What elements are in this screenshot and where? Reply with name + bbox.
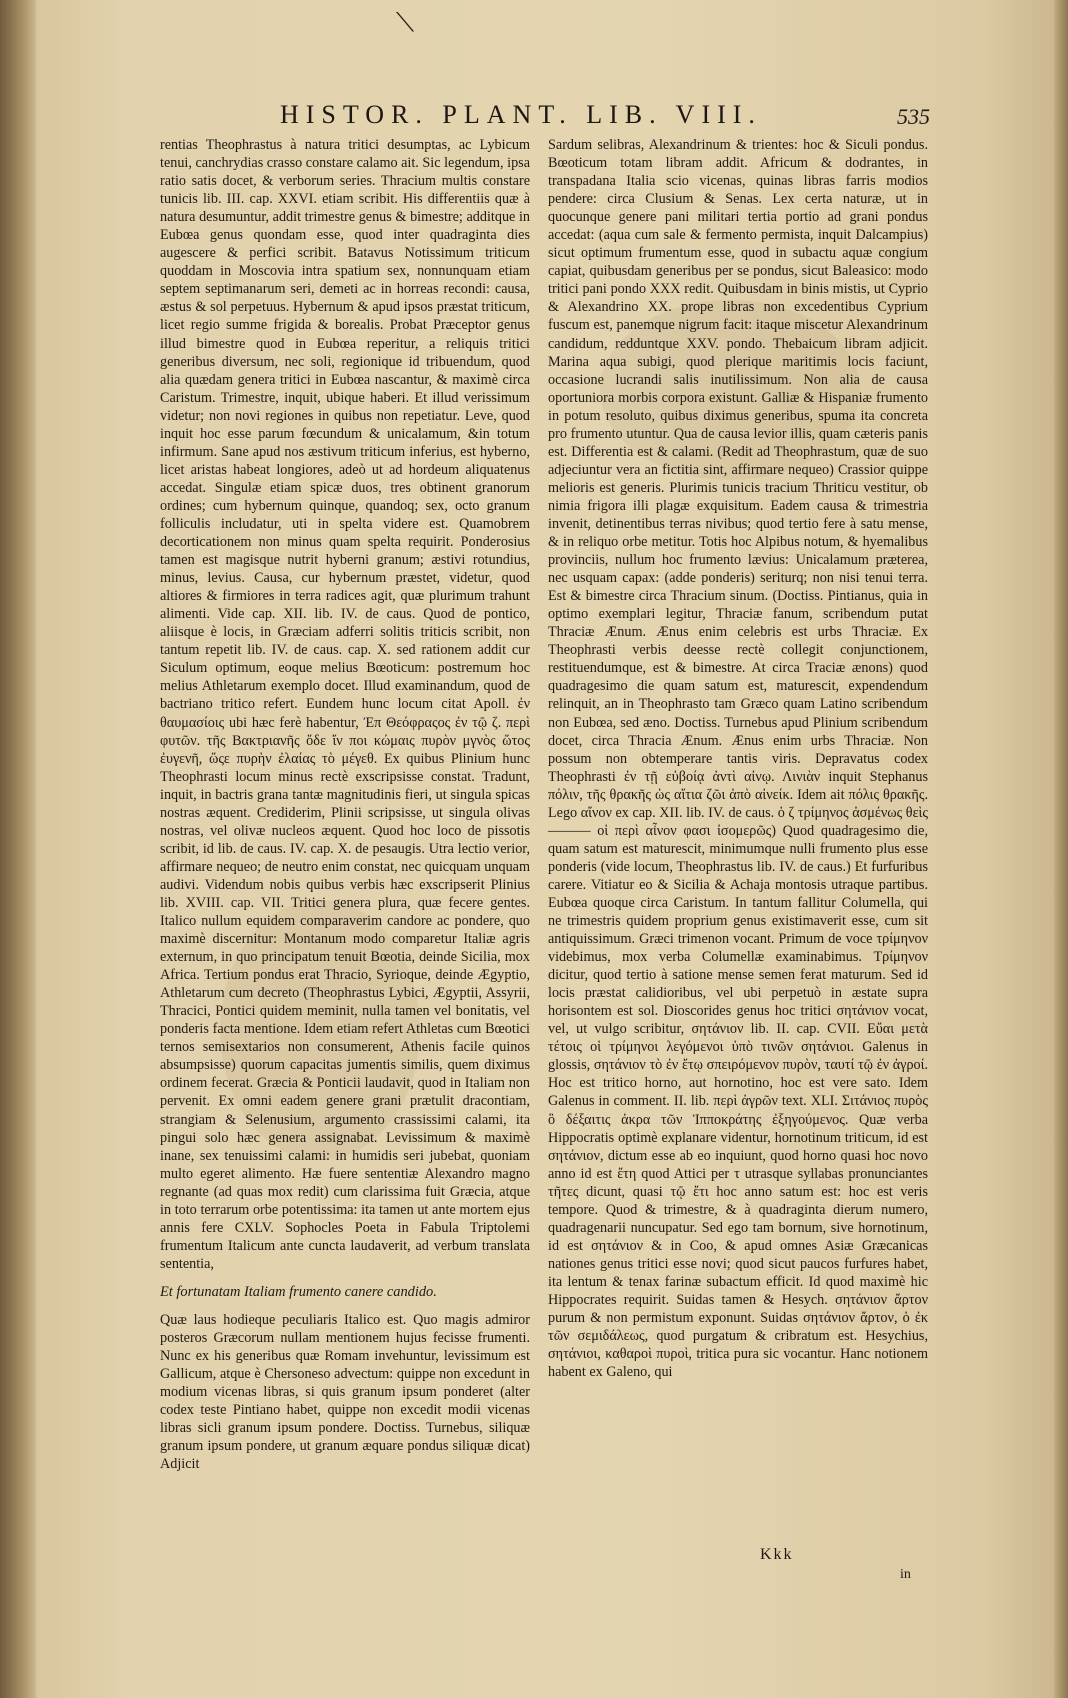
page-edge — [1054, 0, 1068, 1698]
binding-gutter — [0, 0, 36, 1698]
catchword: in — [900, 1567, 911, 1582]
left-paragraph-2: Quæ laus hodieque peculiaris Italico est. Quo magis admiror posteros Græcorum nullam mentionem hujus fecisse frumenti. Nunc ex his generibus quæ Romam invehuntur, levissimum est Gallicum, atque è Chersoneso advectum: quippe non excedunt in modium vicenas libras, si quis granum ipsum ponderet (alter codex teste Pintiano habet, quippe non excedit modii vicenas libras sicli granum ipsum pondere. Doctiss. Turnebus, siliquæ granum ipsum pondere, ut granum æquare pondus siliquæ dicat) Adjicit — [160, 1312, 530, 1473]
ink-mark: ⟍ — [396, 8, 415, 38]
left-column — [160, 136, 530, 1473]
right-paragraph-1: Sardum selibras, Alexandrinum & trientes: hoc & Siculi pondus. Bœoticum totam libram addit. Africum & dodrantes, in transpadana Italia scio vicenas, quinas libras farris modios pendere: circa Clusium & Senas. Lex certa naturæ, ut in quocunque genere pani militari tertia portio ad grani pondus accedat: (aqua cum sale & fermento permista, inquit Dalcampius) sicut optimum frumentum esse, quod in subactu aquæ congium capiat, quibusdam generibus per se pondus, sicut Baleasico: modo tritici pani pondo XXX redit. Quibusdam in binis mistis, ut Cyprio & Alexandrino XX. prope libras non excedentibus Cyprium fuscum est, panemque nigrum facit: itaque miscetur Alexandrinum candidum, redduntque XXV. pondo. Thebaicum libram adjicit. Marina aqua subigi, quod plerique maritimis locis faciunt, occasione lucrandi salis inutilissimum. Non alia de causa oportuniora morbis corpora existunt. Galliæ & Hispaniæ frumento in potum resoluto, quibus diximus generibus, spuma ita concreta pro frumento utuntur. Qua de causa levior illis, quam cæteris panis est. Differentia est & calami. (Redit ad Theophrastum, quæ de suo adjeciuntur vera an fictitia sint, affirmare nequeo) Crassior quippe melioris est generis. Plurimis tunicis tracium Thriticu vestitur, ob nimia frigora illi plagæ exquisitum. Eadem causa & trimestria invenit, detinentibus terras nivibus; quod tertio fere à satu mense, & in reliquo orbe metitur. Totis hoc Alpibus notum, & hyemalibus provinciis, nullum hoc frumento lævius: Unicalamum præterea, nec usquam capax: (adde ponderis) seriturq; non nisi tenui terra. Est & bimestre circa Thracium sinum. (Doctiss. Pintianus, quia in optimo exemplari legitur, Thraciæ fanum, scribendum putat Thraciæ Ænum. Ænus enim celebris est urbs Thraciæ. Ex Theophrasti verbis deesse rectè collegit conjunctionem, restituendumque, est & bimestre. At circa Traciæ ænons) quod quadragesimo die quam satum est, maturescit, expendendum relinquit, an in Theophrasto tam Græco quam Latino scribendum non Eubœa, sed æno. Doctiss. Turnebus apud Plinium scribendum docet, circa Thracia Ænum. Ænus enim urbs Thraciæ. Non possum non obtemperare tantis viris. Depravatus codex Theophrasti ἐν τῇ εὐβοίᾳ ἀντὶ αἰνῳ. Λινιὰν inquit Stephanus πόλιν, τῆς θρακῆς ὡς αἴτια ζῶι ἀπὸ αἰνείκ. Idem ait πόλις θρακῆς. Lego αἴνον ex cap. XII. lib. IV. de caus. ὁ ζ τρίμηνος ἀσμένως θεὶς ——— οἱ περὶ αἶνον φασι ἰσομερῶς) Quod quadragesimo die, quam satum est maturescit, minimumque nulli frumento plus esse ponderis (vide locum, Theophrastus lib. IV. de caus.) Et furfuribus carere. Vitiatur eo & Sicilia & Achaja montosis utraque partibus. Eubœa quoque circa Caristum. In tantum fallitur Columella, qui ne trimestris quidem proprium genus existimaverit esse, cum sit antiquissimum. Græci trimenon vocant. Primum de voce τρίμηνον videbimus, mox verba Columellæ examinabimus. Τρίμηνον dicitur, quod tertio à satione mense semen ferat maturum. Sed id locis præstat calidioribus, vel ubi perpetuò in æstate supra horisontem est sol. Dioscorides genus hoc tritici σητάνιον vocat, vel, ut vulgo scribitur, σητάνιον lib. II. cap. CVII. Εὔαι μετὰ τέτοις οἱ τρίμηνοι λεγόμενοι ὑπὸ τινῶν σητάνιοι. Galenus in glossis, σητάνιον τὸ ἐν ἔτῳ σπειρόμενον πυρὸν, ταυτί τῷ ἐν ἀγροί. Hoc est tritico horno, aut hornotino, hoc est vere sato. Idem Galenus in comment. II. lib. περὶ ἀγρῶν text. XLI. Σιτάνιος πυρὸς ὃ δέξαιτις ἀκρα τῶν Ἱπποκράτης ἐξηγούμενος. Quæ verba Hippocratis optimè explanare videntur, hornotinum triticum, id est σητάνιον, dictum esse ab eo inquiunt, quod horno quasi hoc novo anno id est ἔτη quod Attici per τ utrasque syllabas pronunciantes τῆτες dicunt, quasi τῷ ἔτι hoc anno satum est: hoc est veris tempore. Quod & trimestre, & à quadraginta dierum numero, quadragenarii nuncupatur. Sed ego tam bornum, sive hornotinum, id est σητάνιον & in Coo, & apud omnes Asiæ Græcanicas nationes genus tritici esse novi; quod sicut paucos furfures habet, ita lentum & tenax farinæ subactum efficit. Id quod maximè hic Hippocrates requirit. Suidas tamen & Hesych. σητάνιον ἄρτον purum & non permistum exponunt. Suidas σητάνιον ἄρτον, ὁ ἐκ τῶν σεμιδάλεως, quod purgatum & cribratum est. Hesychius, σητάνιοι, καθαροὶ πυροὶ, tritica pura sic vocantur. Hanc notionem habent ex Galeno, qui — [548, 137, 928, 1381]
left-paragraph-1: rentias Theophrastus à natura tritici desumptas, ac Lybicum tenui, canchrydias crasso constare calamo ait. Sic legendum, ipsa ratio satis docet, & verborum series. Thracium multis constare tunicis lib. III. cap. XXVI. etiam scribit. His differentiis quæ à natura desumuntur, addit trimestre genus & bimestre; additque in Eubœa genus quondam esse, quod inter quadraginta dies augescere & perfici scribit. Batavus Notissimum triticum quoddam in Moscovia intra spatium sex, nonnunquam etiam septem septimanarum seri, demeti ac in horreas recondi: causa, æstus & sol perpetuus. Hybernum & apud ipsos præstat triticum, licet regio summe frigida & borealis. Probat Præceptor genus illud bimestre quod in Eubœa reperitur, a reliquis tritici generibus diversum, nec soli, regionique id tribuendum, quod alia quædam genera tritici in Eubœa nascantur, & maximè circa Caristum. Trimestre, inquit, ubique haberi. Et illud verissimum videtur; non novi regiones in quibus non repetiatur. Leve, quod inquit hoc esse parum fœcundum & unicalamum, &in totum infirmum. Sane apud nos æstivum triticum inferius, est hyberno, licet aristas habeat longiores, adeò ut ad hordeum aliquatenus accedat. Singulæ etiam spicæ duos, tres obtinent granorum ordines; cum hybernum quinque, quandoq; sex, octo granum folliculis includatur, uti in spelta videre est. Quamobrem decorticationem non minus quam spelta requirit. Ponderosius tamen est magisque nutrit hyberni granum; æstivi rotundius, minus, levius. Causa, cur hybernum præstet, videtur, quod altiores & firmiores in terra radices agit, quæ plurimum trahunt alimenti. Vide cap. XII. lib. IV. de caus. Quod de pontico, aliisque è locis, in Græciam adferri solitis triticis scribit, non tantum repetit lib. IV. de caus. cap. X. sed rationem addit cur Siculum optimum, eoque melius Bœoticum: postremum hoc melius Athletarum exemplo docet. Illud examinandum, quod de bactriano tritico refert. Eundem hunc locum citat Apoll. ἐν θαυμασίοις ubi hæc ferè habentur, Ἐπ Θεόφραςος ἐν τῷ ζ. περὶ φυτῶν. τῆς Βακτριανῆς ὅδε ἴν ποι κώμαις πυρὸν μγνὸς ὥτος ἐυγενῆ, ὥςε πυρὴν ἐλαίας τὸ μέγεθ. Ex quibus Plinium hunc Theophrasti locum minus rectè exscripsisse constat. Tradunt, inquit, in bactris grana tantæ magnitudinis fieri, ut singula spicas nostras æquent. Crediderim, Plinii scripsisse, ut singula olivas nostras, vel olivæ nucleos æquent. Quod hoc loco de pissotis scribit, id lib. de caus. IV. cap. X. de pesaugis. Utra lectio verior, affirmare nequeo; de neutro enim constat, nec quicquam unquam audivi. Videndum nobis quibus verbis hæc exscripserit Plinius lib. XVIII. cap. VII. Tritici genera plura, quæ fecere gentes. Italico nullum equidem comparaverim candore ac pondere, quo maximè discernitur: Montanum modo comparetur Italiæ agris externum, in quo principatum tenuit Bœotia, deinde Sicilia, mox Africa. Tertium pondus erat Thracio, Syrioque, deinde Ægyptio, Athletarum cum decreto (Theophrastus Lybici, Ægyptii, Assyrii, Thracici, Pontici quidem meminit, nulla tamen vel bonitatis, vel ponderis facta mentione. Idem etiam refert Athletas cum Bœotici ternos semisextarios non consumerent, Athenis facile quinos absumpsisse) quorum capacitas jumentis similis, quem diximus ordinem fecerat. Græcia & Ponticii laudavit, quod in Italiam non pervenit. Ex omni eadem genere grani prætulit dracontiam, strangiam & Selenusium, argumento crassissimi calami, ita pingui solo hæc genera assignabat. Levissimum & maximè inane, sex tenuissimi calami: in humidis seri jubebat, quoniam multo egeret alimento. Hæ fuere sententiæ Alexandro magno regnante (ad quas mox redit) cum clarissima fuit Græcia, atque in toto terrarum orbe potentissima: ita tamen ut ante mortem ejus annis fere CXLV. Sophocles Poeta in Fabula Triptolemi frumentum Italicum ante cuncta laudaverit, ad verbum translata sententia, — [160, 137, 530, 1272]
right-column — [548, 136, 928, 1381]
page-number: 535 — [897, 104, 930, 129]
running-header — [280, 100, 930, 136]
running-title: HISTOR. PLANT. LIB. VIII. — [280, 100, 762, 129]
sophocles-quote: Et fortunatam Italiam frumento canere candido. — [160, 1283, 437, 1300]
signature-mark: Kkk — [760, 1546, 794, 1563]
